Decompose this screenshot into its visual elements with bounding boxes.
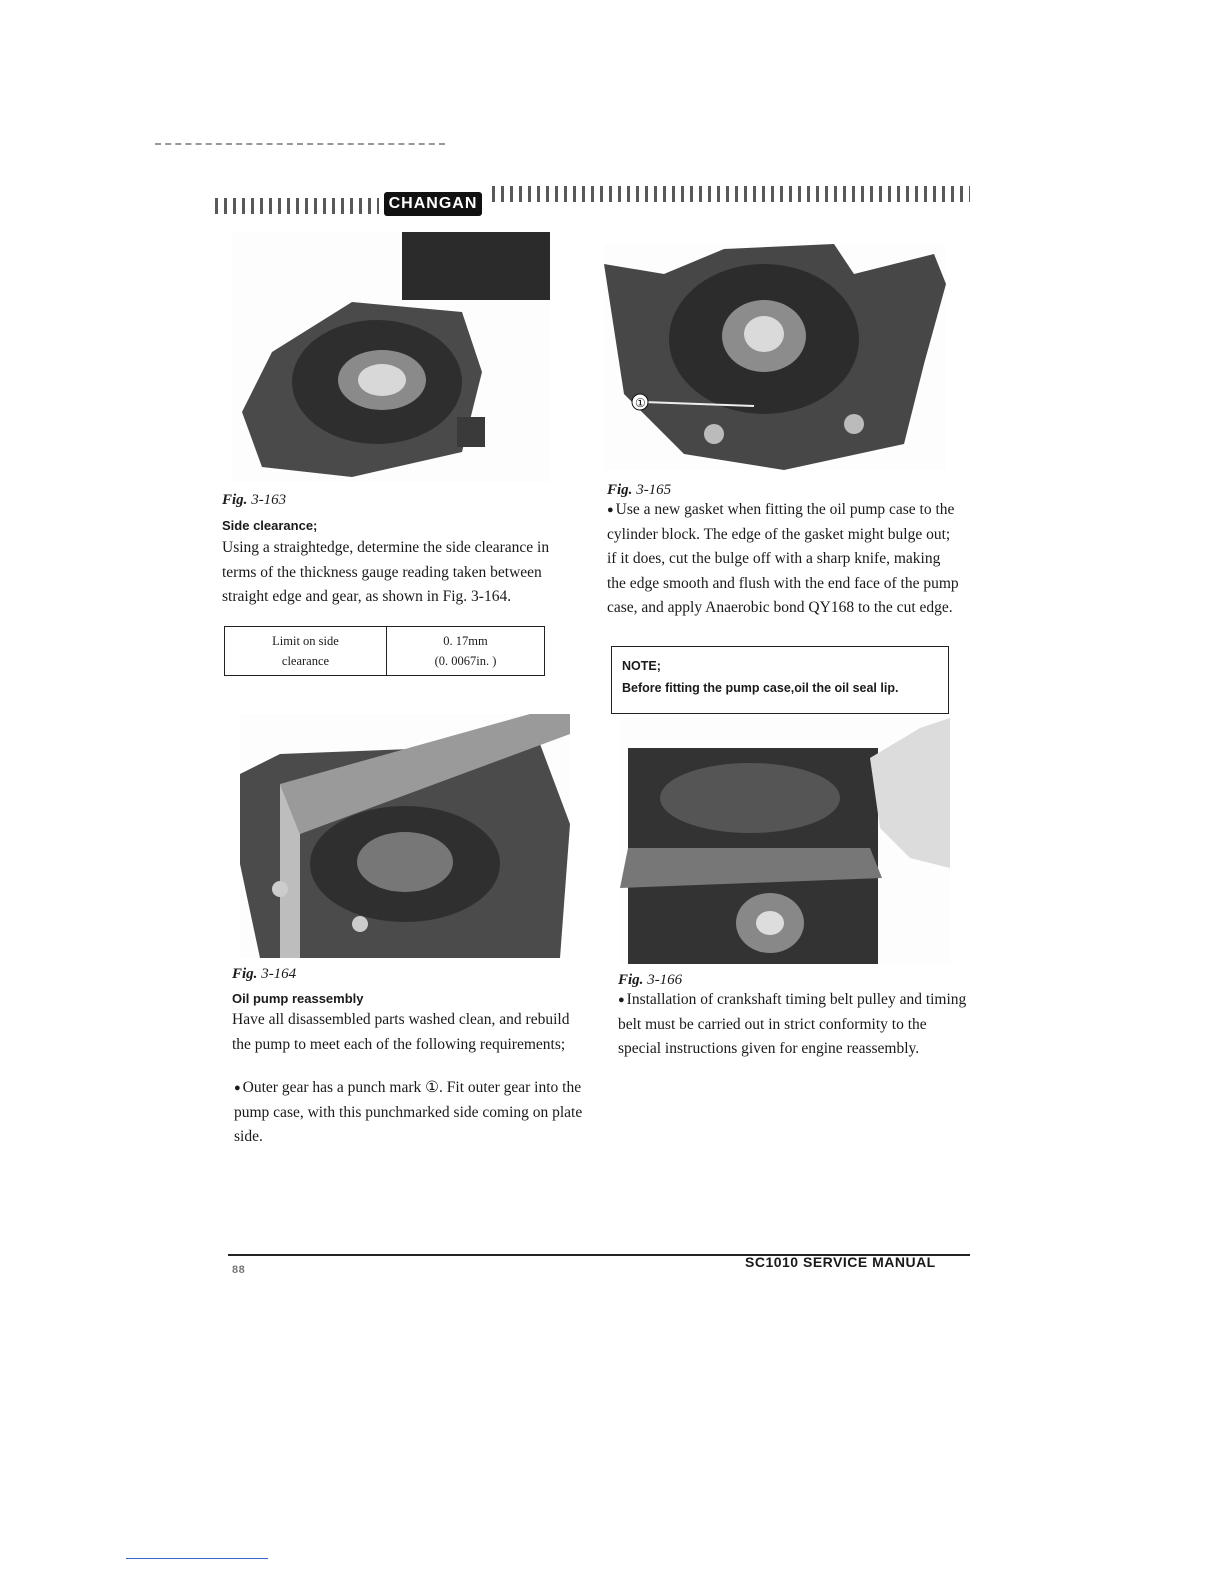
scan-dash-line: [155, 143, 445, 145]
section-heading-side-clearance: Side clearance;: [222, 518, 318, 533]
spec-label-cell: [225, 627, 387, 676]
figure-caption-3-163: [222, 492, 286, 509]
note-text: Before fitting the pump case,oil the oil seal lip.: [622, 681, 899, 695]
straightedge-measurement-photo: [240, 714, 570, 958]
side-clearance-spec-table: [224, 626, 545, 676]
spec-value-line2: (0. 0067in. ): [434, 654, 497, 668]
note-title: NOTE;: [622, 659, 661, 673]
outer-gear-instruction: ● Outer gear has a punch mark ①. Fit outer gear into the pump case, with this punchmarked side coming on plate side.: [234, 1076, 584, 1150]
spec-value-cell: [387, 627, 545, 676]
section-heading-oil-pump-reassembly: Oil pump reassembly: [232, 991, 364, 1006]
timing-belt-instruction: ● Installation of crankshaft timing belt pulley and timing belt must be carried out in strict conformity to the special instructions given for engine reassembly.: [618, 988, 970, 1062]
figure-caption-3-164: [232, 966, 296, 983]
cylinder-block-photo: [620, 718, 950, 964]
oil-pump-photo: [232, 232, 550, 482]
spec-label-line2: clearance: [281, 654, 330, 668]
spec-value-line1: 0. 17mm: [443, 634, 488, 648]
side-clearance-paragraph: Using a straightedge, determine the side clearance in terms of the thickness gauge reading taken between straight edge and gear, as shown in Fig. 3-164.: [222, 539, 550, 605]
callout-marker: ①: [635, 396, 646, 410]
figure-caption-3-165: [607, 482, 671, 499]
figure-number: 3-166: [647, 972, 683, 988]
manual-title: SC1010 SERVICE MANUAL: [745, 1254, 936, 1270]
page-number: 88: [232, 1264, 246, 1276]
note-box: [611, 646, 949, 714]
spec-label-line1: Limit on side: [272, 634, 339, 648]
figure-caption-3-166: [618, 972, 682, 989]
figure-label: Fig.: [618, 972, 644, 988]
header-ornament-right: [492, 186, 970, 202]
pump-case-gasket-photo: [604, 244, 946, 470]
figure-number: 3-163: [251, 492, 287, 508]
gasket-instruction: ● Use a new gasket when fitting the oil pump case to the cylinder block. The edge of the gasket might bulge out; if it does, cut the bulge off with a sharp knife, making the edge smooth and flush with the end face of the pump case, and apply Anaerobic bond QY168 to the cut edge.: [607, 498, 959, 621]
figure-label: Fig.: [607, 482, 633, 498]
figure-number: 3-164: [261, 966, 297, 982]
figure-label: Fig.: [222, 492, 248, 508]
header-ornament-left: [215, 198, 379, 214]
oil-pump-reassembly-paragraph: Have all disassembled parts washed clean, and rebuild the pump to meet each of the following requirements;: [232, 1011, 570, 1053]
figure-label: Fig.: [232, 966, 258, 982]
brand-logo: CHANGAN: [384, 192, 482, 216]
scan-edge-line: [126, 1558, 268, 1559]
figure-number: 3-165: [636, 482, 672, 498]
